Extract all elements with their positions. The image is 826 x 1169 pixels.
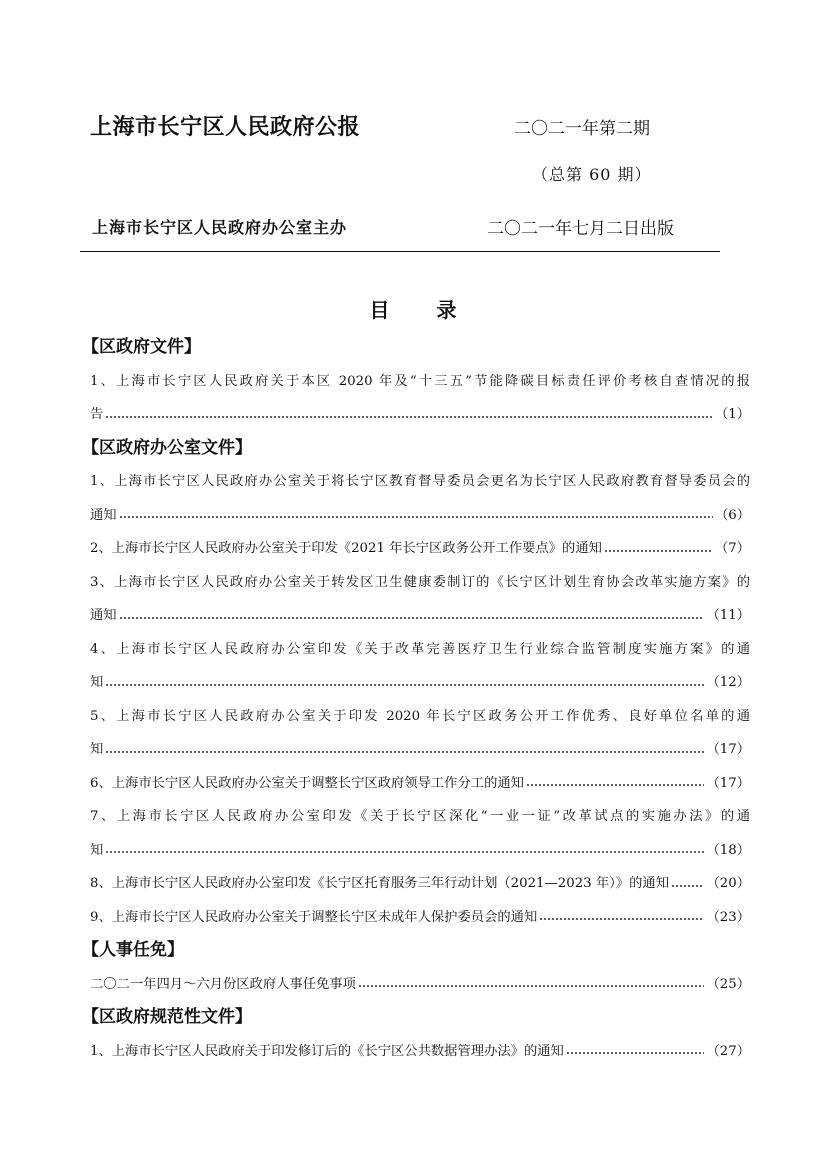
- section-heading: 【区政府办公室文件】: [82, 437, 252, 458]
- toc-entry-page: （18）: [706, 842, 750, 858]
- issue-number: 二〇二一年第二期: [514, 119, 650, 139]
- toc-entry-page: （12）: [706, 675, 750, 690]
- dot-leader: [566, 1047, 705, 1055]
- dot-leader: [539, 913, 704, 921]
- toc-entry[interactable]: [80, 666, 750, 700]
- toc-entry-page: （17）: [706, 742, 750, 757]
- toc-title: 目 录: [369, 298, 457, 322]
- toc-entry-title-line[interactable]: 5、上海市长宁区人民政府办公室关于印发 2020 年长宁区政务公开工作优秀、良好单位名单的通: [90, 708, 750, 724]
- toc-entry-title: 二〇二一年四月～六月份区政府人事任免事项: [90, 976, 356, 992]
- publish-date: 二〇二一年七月二日出版: [487, 219, 674, 239]
- toc-entry[interactable]: [80, 398, 750, 432]
- gazette-title: 上海市长宁区人民政府公报: [90, 114, 361, 140]
- toc-entry-title: 知: [90, 742, 104, 757]
- section-heading: 【人事任免】: [82, 940, 184, 960]
- toc-entry[interactable]: [80, 532, 750, 566]
- toc-entry[interactable]: [80, 1035, 750, 1069]
- toc-entry[interactable]: [80, 901, 750, 935]
- total-issue-number: （总第 60 期）: [532, 165, 652, 184]
- toc-entry-title-line[interactable]: 7、上海市长宁区人民政府办公室印发《关于长宁区深化“一业一证”改革试点的实施办法》的通: [90, 809, 750, 824]
- toc-entry-title: 知: [90, 842, 104, 858]
- section-heading: 【区政府文件】: [82, 337, 201, 357]
- toc-entry-title-line[interactable]: 1、上海市长宁区人民政府关于本区 2020 年及“十三五”节能降碳目标责任评价考核自查情况的报: [90, 373, 750, 389]
- toc-entry[interactable]: [80, 968, 750, 1002]
- toc-entry-page: （1）: [714, 407, 750, 422]
- toc-entry-title: 6、上海市长宁区人民政府办公室关于调整长宁区政府领导工作分工的通知: [90, 775, 524, 791]
- toc-entry[interactable]: [80, 834, 750, 868]
- toc-entry-page: （25）: [706, 976, 750, 992]
- toc-entry-title-line[interactable]: 1、上海市长宁区人民政府办公室关于将长宁区教育督导委员会更名为长宁区人民政府教育督导委员会的: [90, 474, 750, 489]
- toc-entry-title: 知: [90, 675, 104, 690]
- toc-entry-title-line[interactable]: 3、上海市长宁区人民政府办公室关于转发区卫生健康委制订的《长宁区计划生育协会改革实施方案》的: [90, 574, 750, 590]
- dot-leader: [105, 411, 713, 419]
- section-heading: 【区政府规范性文件】: [82, 1007, 252, 1027]
- toc-entry-title: 通知: [90, 507, 117, 523]
- toc-entry-title: 8、上海市长宁区人民政府办公室印发《长宁区托育服务三年行动计划（2021—2023 年）》的通知: [90, 876, 669, 891]
- header-divider: [80, 251, 720, 252]
- toc-entry-title: 1、上海市长宁区人民政府关于印发修订后的《长宁区公共数据管理办法》的通知: [90, 1043, 564, 1059]
- toc-entry-title: 9、上海市长宁区人民政府办公室关于调整长宁区未成年人保护委员会的通知: [90, 909, 538, 925]
- dot-leader: [105, 846, 704, 854]
- toc-entry-page: （17）: [706, 775, 750, 791]
- toc-entry-page: （6）: [714, 507, 750, 523]
- dot-leader: [358, 980, 705, 988]
- sponsor: 上海市长宁区人民政府办公室主办: [92, 218, 348, 237]
- toc-entry[interactable]: [80, 733, 750, 767]
- toc-entry-title: 2、上海市长宁区人民政府办公室关于印发《2021 年长宁区政务公开工作要点》的通知: [90, 541, 602, 556]
- toc-entry-page: （27）: [706, 1043, 750, 1059]
- dot-leader: [105, 746, 704, 754]
- dot-leader: [526, 779, 705, 787]
- dot-leader: [105, 679, 704, 687]
- toc-entry[interactable]: [80, 767, 750, 801]
- toc-entry[interactable]: [80, 599, 750, 633]
- dot-leader: [604, 545, 713, 553]
- toc-entry-title-line[interactable]: 4、上海市长宁区人民政府办公室印发《关于改革完善医疗卫生行业综合监管制度实施方案》的通: [90, 641, 750, 657]
- toc-entry-title: 通知: [90, 608, 117, 623]
- dot-leader: [119, 612, 705, 620]
- toc-entry-title: 告: [90, 407, 104, 422]
- toc-entry[interactable]: [80, 867, 750, 901]
- toc-entry-page: （11）: [706, 608, 750, 623]
- toc-entry-page: （23）: [706, 909, 750, 925]
- toc-entry-page: （20）: [706, 876, 750, 891]
- dot-leader: [119, 511, 713, 519]
- table-of-contents: [80, 331, 750, 1068]
- toc-entry[interactable]: [80, 499, 750, 533]
- dot-leader: [671, 880, 704, 888]
- toc-entry-page: （7）: [714, 541, 750, 556]
